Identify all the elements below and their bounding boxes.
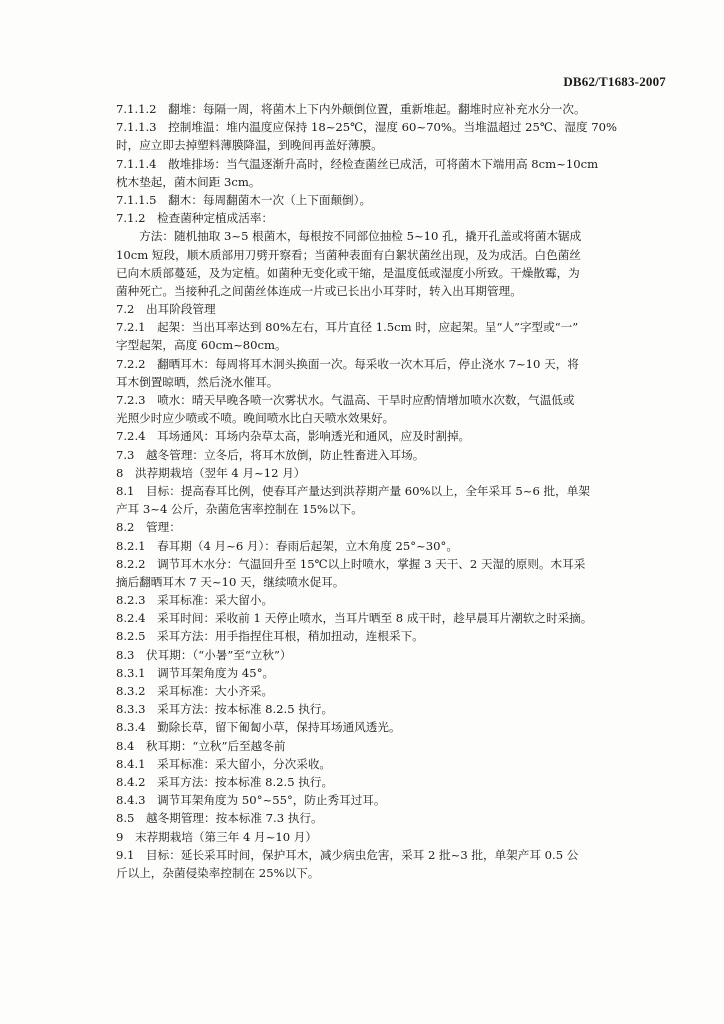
text-line: 8.2.5 采耳方法：用手指捏住耳根，稍加扭动，连根采下。 <box>116 629 424 644</box>
text-line: 9.1 目标：延长采耳时间，保护耳木，减少病虫危害，采耳 2 批~3 批，单架产耳 0.5 公 <box>116 847 579 862</box>
text-line: 产耳 3~4 公斤，杂菌危害率控制在 15%以下。 <box>116 502 363 517</box>
section-heading: 8 洪荐期栽培（翌年 4 月~12 月） <box>116 465 306 480</box>
text-line: 8.2.2 调节耳木水分：气温回升至 15℃以上时喷水，掌握 3 天干、2 天湿的原则。木耳采 <box>116 556 586 571</box>
section-heading: 9 末荐期栽培（第三年 4 月~10 月） <box>116 829 317 844</box>
text-line: 菌种死亡。当接种孔之间菌丝体连成一片或已长出小耳芽时，转入出耳期管理。 <box>116 283 522 298</box>
text-line: 字型起架，高度 60cm~80cm。 <box>116 338 287 353</box>
text-line: 摘后翻晒耳木 7 天~10 天，继续喷水促耳。 <box>116 574 345 589</box>
text-line: 8.5 越冬期管理：按本标准 7.3 执行。 <box>116 811 323 826</box>
text-line: 7.2.4 耳场通风：耳场内杂草太高，影响透光和通风，应及时割掉。 <box>116 429 471 444</box>
section-heading: 8.2 管理： <box>116 520 181 535</box>
text-line: 8.3.1 调节耳架角度为 45°。 <box>116 665 275 680</box>
text-line: 7.2.3 喷水：晴天早晚各喷一次雾状水。气温高、干旱时应酌情增加喷水次数，气温低或 <box>116 393 575 407</box>
text-line: 斤以上，杂菌侵染率控制在 25%以下。 <box>116 865 320 880</box>
text-line: 8.4.2 采耳方法：按本标准 8.2.5 执行。 <box>116 774 334 789</box>
text-line: 8.1 目标：提高春耳比例，使春耳产量达到洪荐期产量 60%以上，全年采耳 5~6 批，单架 <box>116 483 590 498</box>
text-line: 枕木垫起，菌木间距 3cm。 <box>116 174 261 189</box>
text-line: 7.1.1.5 翻木：每周翻菌木一次（上下面颠倒）。 <box>116 192 372 207</box>
section-heading: 8.3 伏耳期：（“小暑”至“立秋”） <box>116 647 292 662</box>
text-line: 7.2.1 起架：当出耳率达到 80%左右，耳片直径 1.5cm 时，应起架。呈“人”字型或“一” <box>116 320 579 335</box>
document-code: DB62/T1683-2007 <box>563 74 666 89</box>
text-line: 已向木质部蔓延，及为定植。如菌种无变化或干缩，是温度低或湿度小所致。干燥散霉，为 <box>116 265 580 280</box>
text-line: 时，应立即去掉塑料薄膜降温，到晚间再盖好薄膜。 <box>116 138 383 153</box>
text-line: 8.3.2 采耳标准：大小齐采。 <box>116 684 274 698</box>
text-line: 8.2.1 春耳期（4 月~6 月）：春雨后起架，立木角度 25°~30°。 <box>116 538 458 553</box>
text-line: 10cm 短段，顺木质部用刀劈开察看；当菌种表面有白絮状菌丝出现，及为成活。白色菌丝 <box>116 247 581 262</box>
text-line: 8.4.3 调节耳架角度为 50°~55°，防止秀耳过耳。 <box>116 793 386 808</box>
text-line: 耳木倒置晾晒，然后浇水催耳。 <box>116 374 279 389</box>
text-line: 光照少时应少喷或不喷。晚间喷水比白天喷水效果好。 <box>116 411 395 426</box>
text-line: 7.3 越冬管理：立冬后，将耳木放倒，防止牲畜进入耳场。 <box>116 447 425 462</box>
text-line: 8.3.3 采耳方法：按本标准 8.2.5 执行。 <box>116 702 334 717</box>
text-line: 7.1.1.3 控制堆温：堆内温度应保持 18~25℃，湿度 60~70%。当堆温超过 25℃、湿度 70% <box>116 120 618 135</box>
section-heading: 7.2 出耳阶段管理 <box>116 302 216 317</box>
text-line: 8.2.4 采耳时间：采收前 1 天停止喷水，当耳片晒至 8 成干时，趁早晨耳片潮软之时采摘。 <box>116 611 593 626</box>
text-line: 7.1.1.4 散堆排场：当气温逐渐升高时，经检查菌丝已成活，可将菌木下端用高 8cm~10cm <box>116 156 599 171</box>
document-body <box>116 100 656 882</box>
text-line: 8.3.4 勤除长草，留下匍匐小草，保持耳场通风透光。 <box>116 720 401 735</box>
text-line: 7.2.2 翻晒耳木：每周将耳木洞头换面一次。每采收一次木耳后，停止浇水 7~10 天，将 <box>116 356 579 371</box>
section-heading: 8.4 秋耳期：“立秋”后至越冬前 <box>116 738 286 753</box>
text-line: 8.2.3 采耳标准：采大留小。 <box>116 593 274 608</box>
text-line: 7.1.2 检查菌种定植成活率： <box>116 211 274 226</box>
text-line: 7.1.1.2 翻堆：每隔一周，将菌木上下内外颠倒位置，重新堆起。翻堆时应补充水分一次。 <box>116 102 586 116</box>
text-line: 方法：随机抽取 3~5 根菌木，每根按不同部位抽检 5~10 孔，撬开孔盖或将菌木锯成 <box>116 229 582 244</box>
text-line: 8.4.1 采耳标准：采大留小，分次采收。 <box>116 756 332 771</box>
